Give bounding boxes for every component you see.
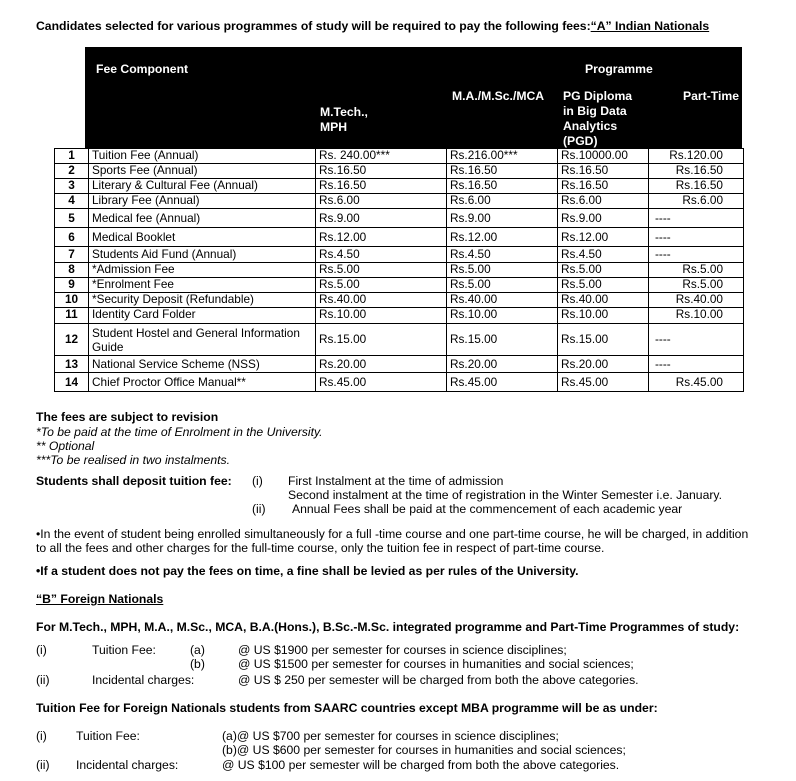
fee-pgd: Rs.40.00: [558, 293, 649, 308]
fee-pgd: Rs.10000.00: [558, 149, 649, 164]
header-pgd-line1: PG Diploma: [563, 89, 633, 103]
fee-mtech: Rs.10.00: [316, 308, 447, 324]
row-number: 14: [55, 373, 89, 392]
fee-mtech: Rs.5.00: [316, 263, 447, 278]
fee-component-name: Literary & Cultural Fee (Annual): [89, 179, 316, 194]
fee-component-name: Students Aid Fund (Annual): [89, 247, 316, 263]
row-number: 5: [55, 209, 89, 228]
fee-part-time: Rs.16.50: [649, 164, 744, 179]
fee-ma-msc-mca: Rs.6.00: [447, 194, 558, 209]
fee-part-time: Rs.45.00: [649, 373, 744, 392]
fee-mtech: Rs.6.00: [316, 194, 447, 209]
fee-part-time: Rs.10.00: [649, 308, 744, 324]
fee-part-time: Rs.40.00: [649, 293, 744, 308]
table-row: [55, 164, 744, 179]
foreign-science-fee: @ US $1900 per semester for courses in science disciplines;: [238, 643, 567, 657]
fee-part-time: ----: [649, 228, 744, 247]
table-row: [55, 324, 744, 356]
fee-mtech: Rs.45.00: [316, 373, 447, 392]
fee-mtech: Rs.5.00: [316, 278, 447, 293]
fee-component-name: Identity Card Folder: [89, 308, 316, 324]
deposit-first-instalment: First Instalment at the time of admission: [288, 474, 504, 488]
deposit-second-instalment: Second instalment at the time of registration in the Winter Semester i.e. January.: [288, 488, 722, 502]
fee-ma-msc-mca: Rs.20.00: [447, 356, 558, 373]
fee-mtech: Rs.40.00: [316, 293, 447, 308]
fee-pgd: Rs.15.00: [558, 324, 649, 356]
table-row: [55, 373, 744, 392]
fee-ma-msc-mca: Rs.10.00: [447, 308, 558, 324]
fee-pgd: Rs.12.00: [558, 228, 649, 247]
fee-ma-msc-mca: Rs.9.00: [447, 209, 558, 228]
table-header: [85, 47, 742, 148]
foreign-incidental-label: Incidental charges:: [92, 673, 195, 687]
header-mtech-line2: MPH: [320, 120, 348, 134]
table-row: [55, 356, 744, 373]
revision-note: The fees are subject to revision: [36, 410, 219, 424]
fee-ma-msc-mca: Rs.216.00***: [447, 149, 558, 164]
fee-component-name: *Security Deposit (Refundable): [89, 293, 316, 308]
fee-part-time: Rs.120.00: [649, 149, 744, 164]
fee-pgd: Rs.45.00: [558, 373, 649, 392]
fee-pgd: Rs.16.50: [558, 164, 649, 179]
row-number: 11: [55, 308, 89, 324]
note-instalments: ***To be realised in two instalments.: [36, 453, 230, 467]
saarc-tuition-label: Tuition Fee:: [76, 729, 140, 743]
saarc-humanities-fee: (b)@ US $600 per semester for courses in humanities and social sciences;: [222, 743, 626, 757]
fee-part-time: ----: [649, 356, 744, 373]
fee-mtech: Rs.20.00: [316, 356, 447, 373]
bullet-fine: •If a student does not pay the fees on time, a fine shall be levied as per rules of the University.: [36, 564, 579, 578]
saarc-heading: Tuition Fee for Foreign Nationals students from SAARC countries except MBA programme will be as under:: [36, 701, 658, 715]
bullet-simultaneous-line2: to all the fees and other charges for the full-time course, only the tuition fee in respect of part-time course.: [36, 541, 605, 555]
table-row: [55, 308, 744, 324]
header-part-time: Part-Time: [683, 89, 739, 103]
fee-pgd: Rs.4.50: [558, 247, 649, 263]
fee-ma-msc-mca: Rs.4.50: [447, 247, 558, 263]
deposit-item-i-marker: (i): [252, 474, 263, 488]
header-programme: Programme: [585, 62, 653, 76]
deposit-label: Students shall deposit tuition fee:: [36, 474, 232, 488]
foreign-a-marker: (a): [190, 643, 205, 657]
fee-pgd: Rs.20.00: [558, 356, 649, 373]
saarc-item-ii-marker: (ii): [36, 758, 50, 772]
fee-mtech: Rs.16.50: [316, 179, 447, 194]
fee-mtech: Rs.9.00: [316, 209, 447, 228]
row-number: 4: [55, 194, 89, 209]
fee-ma-msc-mca: Rs.5.00: [447, 278, 558, 293]
fee-ma-msc-mca: Rs.5.00: [447, 263, 558, 278]
fee-mtech: Rs. 240.00***: [316, 149, 447, 164]
fee-component-name: Student Hostel and General Information Guide: [89, 324, 316, 356]
bullet-simultaneous-line1: •In the event of student being enrolled simultaneously for a full -time course and one part-time course, he will be charged, in addition: [36, 527, 749, 541]
indian-nationals-heading: “A” Indian Nationals: [590, 19, 710, 33]
fee-component-name: Sports Fee (Annual): [89, 164, 316, 179]
header-pgd-line3: Analytics: [563, 119, 618, 133]
fee-mtech: Rs.16.50: [316, 164, 447, 179]
row-number: 10: [55, 293, 89, 308]
header-ma-msc-mca: M.A./M.Sc./MCA: [452, 89, 545, 103]
table-row: [55, 179, 744, 194]
foreign-humanities-fee: @ US $1500 per semester for courses in humanities and social sciences;: [238, 657, 634, 671]
fee-part-time: Rs.5.00: [649, 278, 744, 293]
fee-part-time: ----: [649, 209, 744, 228]
fee-ma-msc-mca: Rs.16.50: [447, 179, 558, 194]
fee-part-time: Rs.6.00: [649, 194, 744, 209]
fee-mtech: Rs.12.00: [316, 228, 447, 247]
foreign-nationals-heading: “B” Foreign Nationals: [36, 592, 164, 606]
row-number: 1: [55, 149, 89, 164]
foreign-incidental-fee: @ US $ 250 per semester will be charged from both the above categories.: [238, 673, 639, 687]
fee-pgd: Rs.9.00: [558, 209, 649, 228]
fee-part-time: Rs.5.00: [649, 263, 744, 278]
row-number: 13: [55, 356, 89, 373]
fee-ma-msc-mca: Rs.16.50: [447, 164, 558, 179]
fee-pgd: Rs.16.50: [558, 179, 649, 194]
foreign-b-marker: (b): [190, 657, 205, 671]
fee-component-name: *Admission Fee: [89, 263, 316, 278]
row-number: 9: [55, 278, 89, 293]
table-row: [55, 209, 744, 228]
fee-ma-msc-mca: Rs.40.00: [447, 293, 558, 308]
fee-component-name: Medical Booklet: [89, 228, 316, 247]
header-pgd-line4: (PGD): [563, 134, 598, 148]
fee-ma-msc-mca: Rs.15.00: [447, 324, 558, 356]
row-number: 12: [55, 324, 89, 356]
fee-part-time: ----: [649, 324, 744, 356]
header-fee-component: Fee Component: [96, 62, 189, 76]
note-enrolment: *To be paid at the time of Enrolment in the University.: [36, 425, 323, 439]
fee-component-name: Medical fee (Annual): [89, 209, 316, 228]
table-row: [55, 247, 744, 263]
saarc-item-i-marker: (i): [36, 729, 47, 743]
saarc-incidental-fee: @ US $100 per semester will be charged from both the above categories.: [222, 758, 620, 772]
saarc-incidental-label: Incidental charges:: [76, 758, 179, 772]
foreign-item-ii-marker: (ii): [36, 673, 50, 687]
fee-table: [54, 148, 744, 392]
fee-ma-msc-mca: Rs.12.00: [447, 228, 558, 247]
fee-component-name: Library Fee (Annual): [89, 194, 316, 209]
saarc-science-fee: (a)@ US $700 per semester for courses in science disciplines;: [222, 729, 559, 743]
table-row: [55, 194, 744, 209]
table-row: [55, 263, 744, 278]
row-number: 2: [55, 164, 89, 179]
fee-component-name: *Enrolment Fee: [89, 278, 316, 293]
fee-pgd: Rs.5.00: [558, 278, 649, 293]
table-row: [55, 228, 744, 247]
row-number: 3: [55, 179, 89, 194]
header-pgd-line2: in Big Data: [563, 104, 627, 118]
fee-pgd: Rs.6.00: [558, 194, 649, 209]
row-number: 6: [55, 228, 89, 247]
fee-pgd: Rs.10.00: [558, 308, 649, 324]
row-number: 7: [55, 247, 89, 263]
foreign-item-i-marker: (i): [36, 643, 47, 657]
table-row: [55, 278, 744, 293]
fee-part-time: ----: [649, 247, 744, 263]
table-row: [55, 293, 744, 308]
fee-pgd: Rs.5.00: [558, 263, 649, 278]
table-row: [55, 149, 744, 164]
header-mtech-line1: M.Tech.,: [320, 105, 368, 119]
fee-component-name: Chief Proctor Office Manual**: [89, 373, 316, 392]
row-number: 8: [55, 263, 89, 278]
fee-component-name: National Service Scheme (NSS): [89, 356, 316, 373]
deposit-item-ii-marker: (ii): [252, 502, 266, 516]
fee-ma-msc-mca: Rs.45.00: [447, 373, 558, 392]
fee-mtech: Rs.4.50: [316, 247, 447, 263]
page-heading: [36, 19, 709, 33]
fee-part-time: Rs.16.50: [649, 179, 744, 194]
fee-mtech: Rs.15.00: [316, 324, 447, 356]
foreign-tuition-label: Tuition Fee:: [92, 643, 156, 657]
fee-component-name: Tuition Fee (Annual): [89, 149, 316, 164]
heading-text: Candidates selected for various programmes of study will be required to pay the following fees:: [36, 19, 591, 33]
note-optional: ** Optional: [36, 439, 95, 453]
deposit-annual-fees: Annual Fees shall be paid at the commencement of each academic year: [292, 502, 683, 516]
foreign-intro: For M.Tech., MPH, M.A., M.Sc., MCA, B.A.(Hons.), B.Sc.-M.Sc. integrated programme and Part-Time Programmes of study:: [36, 620, 740, 634]
